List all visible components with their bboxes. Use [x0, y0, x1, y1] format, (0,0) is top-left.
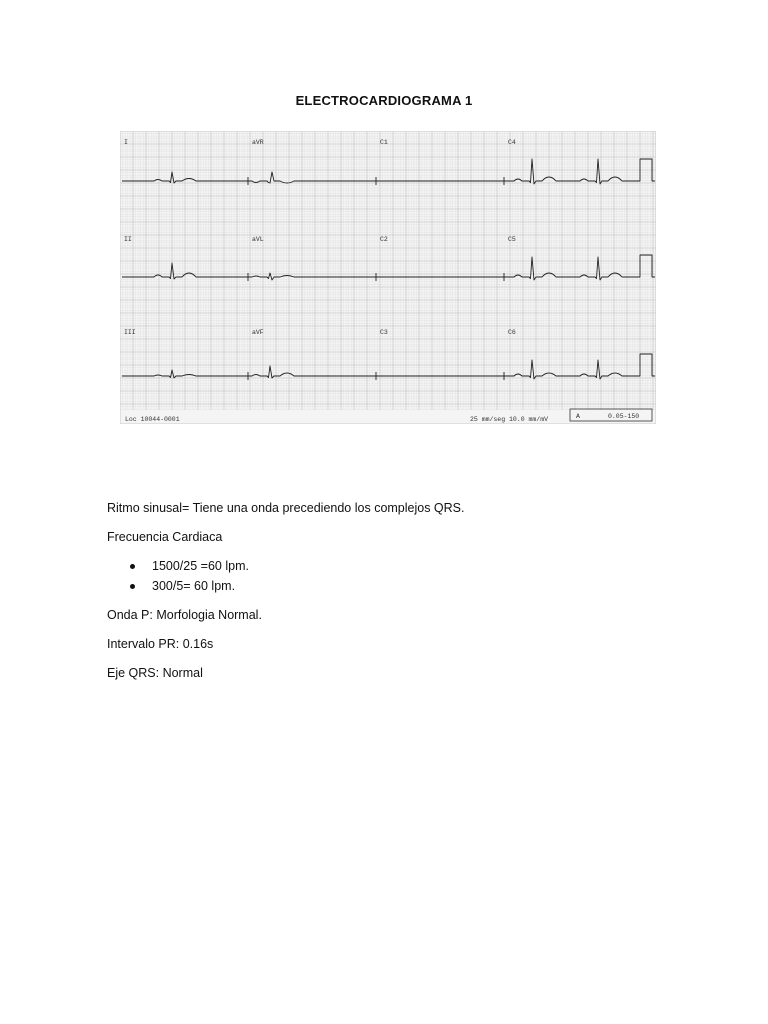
- lead-label-avr: aVR: [252, 139, 264, 146]
- lead-label-i: I: [124, 139, 128, 146]
- lead-label-c3: C3: [380, 329, 388, 336]
- report-body: [107, 500, 667, 694]
- ecg-strip: [120, 131, 656, 424]
- lead-label-avl: aVL: [252, 236, 264, 243]
- lead-label-avf: aVF: [252, 329, 264, 336]
- ecg-footer-box-value: 0.05-150: [608, 413, 640, 420]
- intervalo-pr-text: Intervalo PR: 0.16s: [107, 637, 214, 651]
- frecuencia-heading: Frecuencia Cardiaca: [107, 530, 223, 544]
- onda-p-text: Onda P: Morfologia Normal.: [107, 608, 262, 622]
- ecg-footer-loc: Loc 10044-0001: [125, 416, 180, 423]
- lead-label-iii: III: [124, 329, 136, 336]
- document-title: ELECTROCARDIOGRAMA 1: [295, 93, 473, 108]
- ecg-footer-box-letter: A: [576, 413, 580, 420]
- lead-label-ii: II: [124, 236, 132, 243]
- lead-label-c5: C5: [508, 236, 516, 243]
- ecg-paper: [120, 131, 656, 424]
- lead-label-c4: C4: [508, 139, 516, 146]
- bullet-icon: [130, 564, 135, 569]
- eje-qrs-text: Eje QRS: Normal: [107, 666, 203, 680]
- lead-label-c6: C6: [508, 329, 516, 336]
- lead-label-c2: C2: [380, 236, 388, 243]
- lead-label-c1: C1: [380, 139, 388, 146]
- frecuencia-list: [107, 558, 667, 595]
- list-item: 1500/25 =60 lpm.: [107, 558, 667, 575]
- bullet-icon: [130, 584, 135, 589]
- list-item: 300/5= 60 lpm.: [107, 578, 667, 595]
- ritmo-sinusal-text: Ritmo sinusal= Tiene una onda precediendo los complejos QRS.: [107, 501, 465, 515]
- ecg-footer-speed: 25 mm/seg 10.0 mm/mV: [470, 416, 549, 423]
